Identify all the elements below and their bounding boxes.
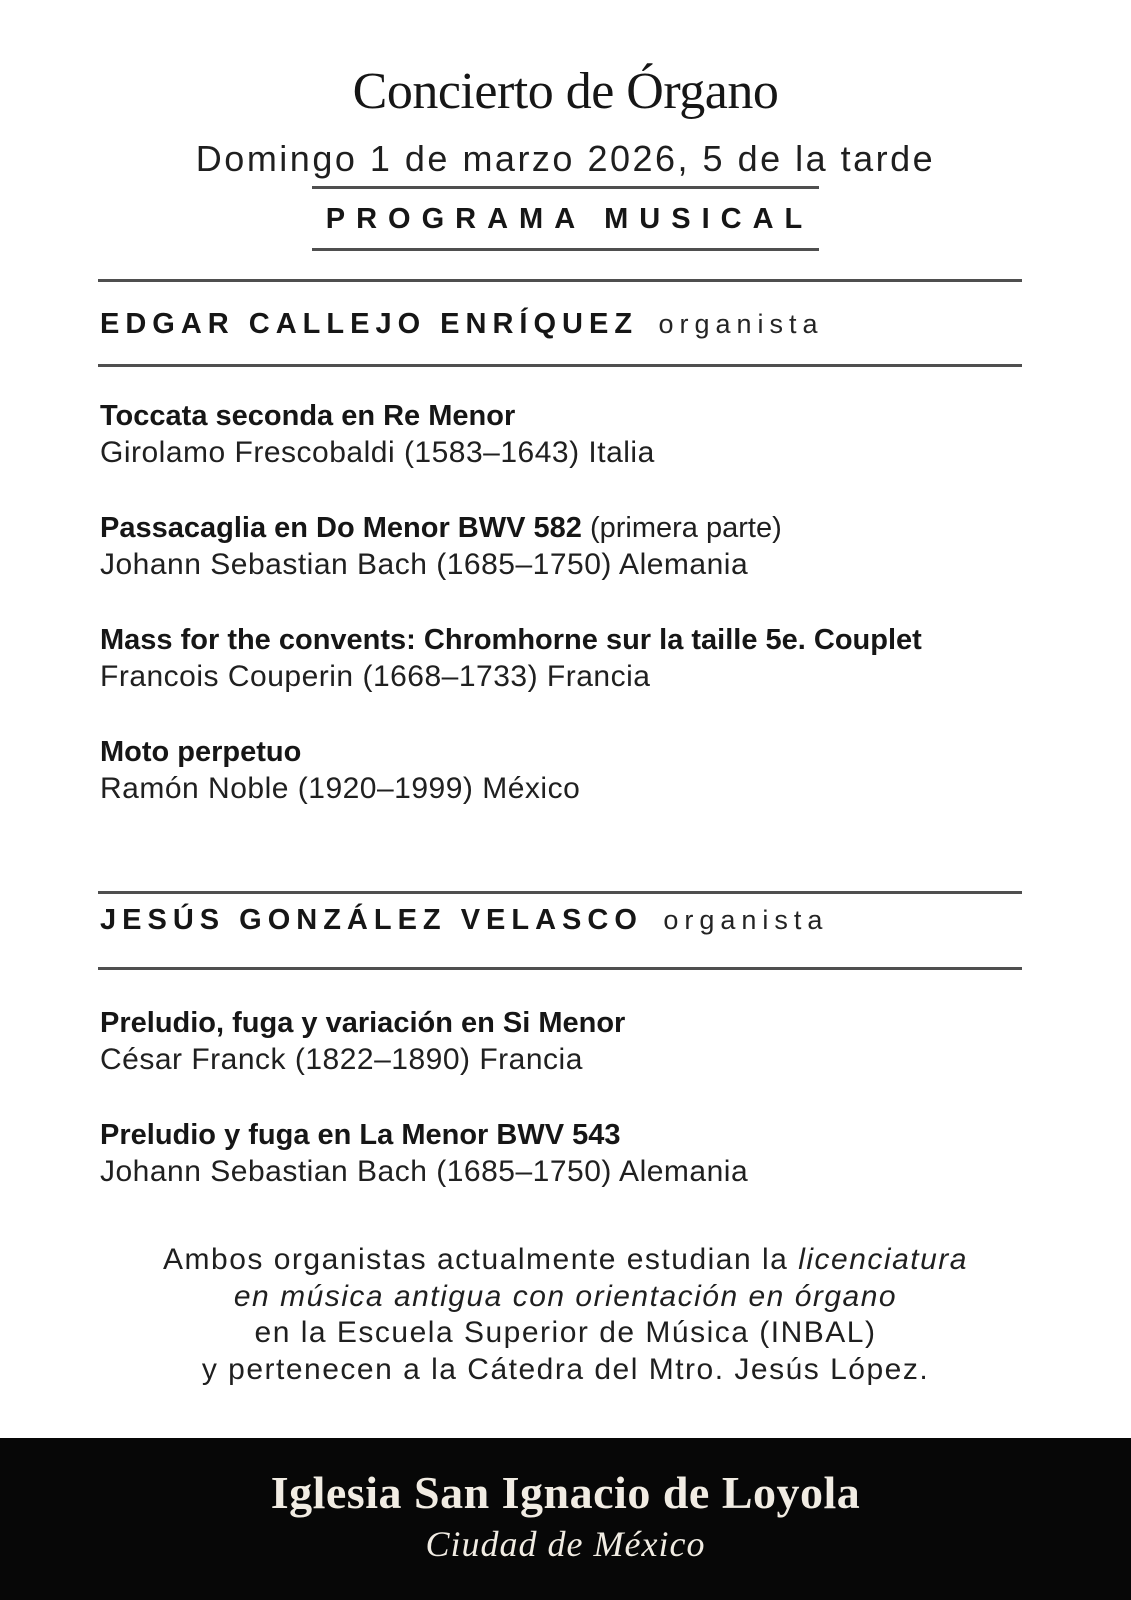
piece-item (100, 734, 1071, 807)
venue-city: Ciudad de México (425, 1524, 706, 1564)
piece-title-text: Toccata seconda en Re Menor (100, 400, 516, 432)
piece-title (100, 734, 1071, 771)
about-line-1-italic: licenciatura (798, 1243, 968, 1276)
piece-composer: Francois Couperin (1668–1733) Francia (100, 660, 651, 693)
piece-composer: Johann Sebastian Bach (1685–1750) Alemania (100, 548, 749, 581)
performer-header-1 (100, 308, 824, 341)
piece-item (100, 1117, 1071, 1190)
piece-title-note: (primera parte) (581, 512, 782, 544)
about-paragraph (0, 1242, 1131, 1388)
performer-role: organista (663, 905, 829, 935)
piece-composer: César Franck (1822–1890) Francia (100, 1043, 583, 1076)
program-heading: PROGRAMA MUSICAL (312, 186, 819, 251)
piece-title-text: Passacaglia en Do Menor BWV 582 (100, 512, 582, 544)
piece-item (100, 622, 1071, 695)
performer-header-2 (100, 904, 828, 937)
piece-title (100, 1117, 1071, 1154)
piece-composer: Girolamo Frescobaldi (1583–1643) Italia (100, 436, 655, 469)
performer-role: organista (658, 309, 824, 339)
footer-banner (0, 1438, 1131, 1600)
divider-line (98, 891, 1022, 894)
piece-title (100, 398, 1071, 435)
piece-title-text: Mass for the convents: Chromhorne sur la taille 5e. Couplet (100, 624, 922, 656)
piece-title-text: Preludio y fuga en La Menor BWV 543 (100, 1119, 621, 1151)
about-line-1-regular: Ambos organistas actualmente estudian la (163, 1243, 799, 1276)
program-heading-wrap (0, 186, 1131, 251)
performer-name: EDGAR CALLEJO ENRÍQUEZ (100, 308, 639, 340)
about-line-2: en música antigua con orientación en órgano (233, 1279, 898, 1313)
piece-list-2 (100, 1005, 1071, 1229)
about-line-1 (0, 1242, 1131, 1279)
piece-item (100, 1005, 1071, 1078)
piece-title-text: Moto perpetuo (100, 736, 302, 768)
about-line-4: y pertenecen a la Cátedra del Mtro. Jesús López. (201, 1352, 930, 1386)
piece-item (100, 398, 1071, 471)
piece-composer: Johann Sebastian Bach (1685–1750) Alemania (100, 1155, 749, 1188)
divider-line (98, 364, 1022, 367)
piece-title (100, 622, 1071, 659)
event-date: Domingo 1 de marzo 2026, 5 de la tarde (195, 138, 936, 179)
page-title: Concierto de Órgano (352, 63, 779, 120)
piece-list-1 (100, 398, 1071, 846)
piece-composer: Ramón Noble (1920–1999) México (100, 772, 581, 805)
piece-title (100, 510, 1071, 547)
divider-line (98, 279, 1022, 282)
divider-line (98, 967, 1022, 970)
venue-name: Iglesia San Ignacio de Loyola (270, 1467, 861, 1518)
about-line-3: en la Escuela Superior de Música (INBAL) (254, 1316, 877, 1349)
piece-title-text: Preludio, fuga y variación en Si Menor (100, 1007, 626, 1039)
performer-name: JESÚS GONZÁLEZ VELASCO (100, 904, 643, 936)
piece-title (100, 1005, 1071, 1042)
piece-item (100, 510, 1071, 583)
